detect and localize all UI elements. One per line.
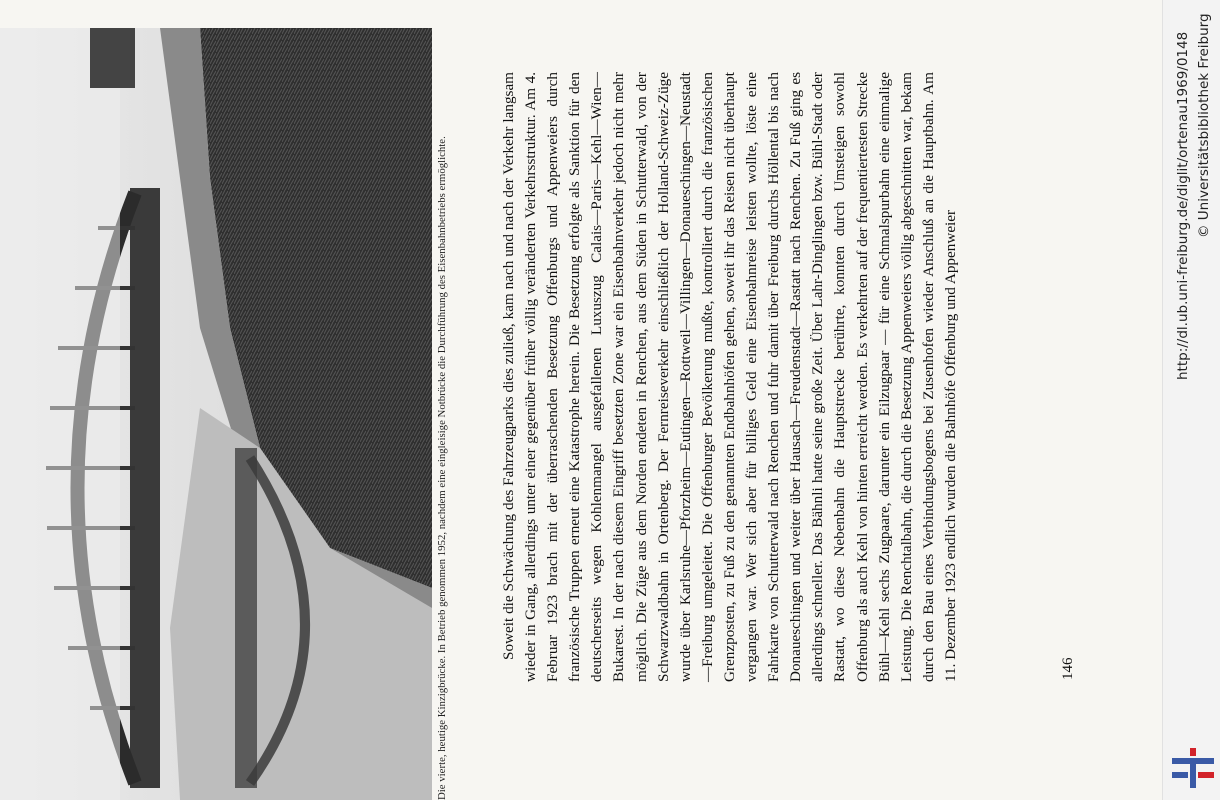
library-logo-icon bbox=[1168, 746, 1218, 790]
copyright-notice: © Universitätsbibliothek Freiburg bbox=[1196, 13, 1212, 238]
page-number: 146 bbox=[1060, 657, 1076, 680]
body-text bbox=[498, 72, 962, 682]
bridge-photo bbox=[0, 28, 432, 800]
body-paragraph: Soweit die Schwächung des Fahrzeugparks dies zuließ, kam nach und nach der Verkehr langsam wieder in Gang, allerdings unter einer gegenüber früher völlig veränderten Verkehrsstruktur. Am 4. Februar 1923 brach mit der überraschenden Besetzung Offenburgs und Appenweiers durch französische Truppen erneut eine Katastrophe herein. Die Besetzung erfolgte als Sanktion für den deutscherseits wegen Kohlenmangel ausgefallenen Luxuszug Calais—Paris—Kehl—Wien—Bukarest. In der nach diesem Eingriff besetzten Zone war ein Eisenbahnverkehr jedoch nicht mehr möglich. Die Züge aus dem Norden endeten in Renchen, aus dem Süden in Schutterwald, von der Schwarzwaldbahn in Ortenberg. Der Fernreiseverkehr einschließlich der Holland-Schweiz-Züge wurde über Karlsruhe—Pforzheim—Eutingen—Rottweil—Villingen—Donaueschingen—Neustadt—Freiburg umgeleitet. Die Offenburger Bevölkerung mußte, kontrolliert durch die französischen Grenzposten, zu Fuß zu den genannten Endbahnhöfen gehen, soweit ihr das Reisen nicht überhaupt vergangen war. Wer sich aber für billiges Geld eine Eisenbahnreise leisten wollte, löste eine Fahrkarte von Schutterwald nach Renchen und fuhr damit über Freiburg durchs Höllental bis nach Donaueschingen und weiter über Hausach—Freudenstadt—Rastatt nach Renchen. Zu Fuß ging es allerdings schneller. Das Bähnli hatte seine große Zeit. Über Lahr-Dinglingen bzw. Bühl-Stadt oder Rastatt, wo diese Nebenbahn die Hauptstrecke berührte, konnten durch Umsteigen sowohl Offenburg als auch Kehl von hinten erreicht werden. Es verkehrten auf der frequentiertesten Strecke Bühl—Kehl sechs Zugpaare, darunter ein Eilzugpaar — für eine Schmalspurbahn eine einmalige Leistung. Die Renchtalbahn, die durch die Besetzung Appenweiers völlig abgeschnitten war, bekam durch den Bau eines Verbindungsbogens bei Zusenhofen wieder Anschluß an die Hauptbahn. Am 11. Dezember 1923 endlich wurden die Bahnhöfe Offenburg und Appenweier bbox=[500, 72, 959, 682]
photo-caption: Die vierte, heutige Kinzigbrücke. In Betrieb genommen 1952, nachdem eine eingleisige Notbrücke die Durchführung des Eisenbahnbetriebs ermöglichte. bbox=[436, 136, 448, 800]
bridge-photo-illustration bbox=[0, 28, 432, 800]
source-url-link[interactable]: http://dl.ub.uni-freiburg.de/diglit/ortenau1969/0148 bbox=[1175, 31, 1191, 380]
